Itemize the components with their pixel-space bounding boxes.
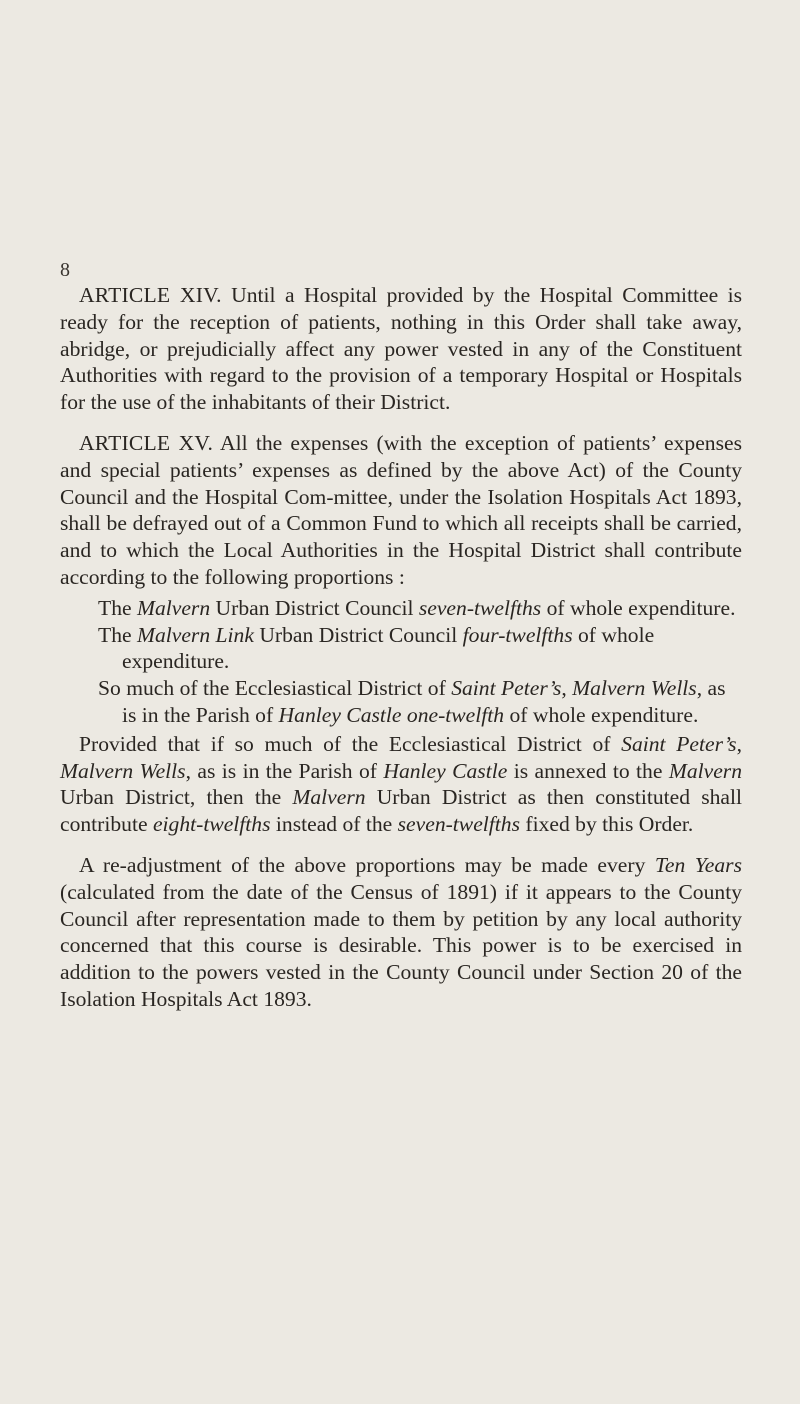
document-body bbox=[60, 282, 742, 1013]
proviso-emphasis: Malvern bbox=[292, 785, 366, 810]
proviso-text: is annexed to the bbox=[507, 758, 669, 783]
proportion-item bbox=[98, 595, 742, 622]
proportion-text: So much of the Ecclesiastical District of bbox=[98, 676, 452, 701]
share-fraction: four-twelfths bbox=[462, 622, 573, 647]
page-number: 8 bbox=[60, 259, 70, 281]
share-fraction: one-twelfth bbox=[406, 702, 505, 727]
district-name: Malvern bbox=[136, 595, 211, 620]
proviso-emphasis: eight-twelfths bbox=[152, 812, 271, 837]
proviso-emphasis: Hanley Castle bbox=[383, 758, 508, 783]
proviso-emphasis: Malvern Wells bbox=[60, 758, 186, 783]
proviso-text: instead of the bbox=[270, 812, 398, 837]
proportions-list bbox=[60, 595, 742, 729]
article-xiv-text: Until a Hospital provided by the Hospital Committee is ready for the reception of patients, nothing in this Order shall take away, abridge, or prejudicially affect any power vested in any of the Constituent Authorities with regard to the provision of a temporary Hospital or Hospitals for the use of the inhabitants of their District. bbox=[60, 283, 742, 415]
share-fraction: seven-twelfths bbox=[418, 595, 542, 620]
proviso-text: Urban District, then the bbox=[60, 785, 293, 810]
parish-name: Hanley Castle bbox=[278, 702, 402, 727]
readjustment-text: (calculated from the date of the Census of 1891) if it appears to the County Council after representation made to them by petition by any local authority concerned that this course is desirable. This power is to be exercised in addition to the powers vested in the County Council under Section 20 of the Isolation Hospitals Act 1893. bbox=[60, 879, 742, 1011]
proportion-text: The bbox=[98, 622, 137, 647]
proviso-text: Urban District as then constituted shall contribute bbox=[60, 785, 742, 837]
article-xiv bbox=[60, 282, 742, 416]
proportion-text: Urban District Council bbox=[210, 595, 419, 620]
article-xv-text: All the expenses (with the exception of patients’ expenses and special patients’ expenses as defined by the above Act) of the County Council and the Hospital Com-mittee, under the Isolation Hospitals Act 1893, shall be defrayed out of a Common Fund to which all receipts shall be carried, and to which the Local Authorities in the Hospital District shall contribute according to the following proportions : bbox=[60, 430, 742, 589]
proviso-paragraph bbox=[60, 731, 742, 838]
article-xiv-heading: ARTICLE XIV. bbox=[79, 283, 222, 307]
district-name: Saint Peter’s bbox=[451, 676, 562, 701]
article-xv bbox=[60, 430, 742, 591]
proportion-text: of whole expenditure. bbox=[122, 622, 655, 674]
proviso-text: Provided that if so much of the Ecclesiastical District of bbox=[79, 731, 622, 756]
article-xv-heading: ARTICLE XV. bbox=[79, 430, 214, 455]
proviso-text: , bbox=[736, 731, 742, 756]
proportion-text: , bbox=[561, 676, 573, 701]
proportion-text: of whole expenditure. bbox=[504, 702, 699, 727]
proviso-text: fixed by this Order. bbox=[520, 812, 694, 837]
proviso-emphasis: Malvern bbox=[668, 758, 742, 783]
readjustment-paragraph bbox=[60, 852, 742, 1013]
proviso-text: , as is in the Parish of bbox=[185, 758, 384, 783]
readjustment-text: A re-adjustment of the above proportions may be made every bbox=[79, 852, 655, 877]
district-name: Malvern Link bbox=[136, 622, 254, 647]
proportion-text: Urban District Council bbox=[253, 622, 463, 647]
proportion-item bbox=[98, 675, 742, 729]
proviso-emphasis: seven-twelfths bbox=[397, 812, 520, 837]
proportion-text: The bbox=[98, 595, 137, 620]
proportion-text: of whole expenditure. bbox=[541, 595, 736, 620]
proportion-text: , as is in the Parish of bbox=[122, 676, 726, 727]
proportion-item bbox=[98, 622, 742, 676]
district-name: Malvern Wells bbox=[572, 676, 697, 701]
proviso-emphasis: Saint Peter’s bbox=[621, 731, 737, 756]
readjustment-emphasis: Ten Years bbox=[654, 852, 742, 877]
